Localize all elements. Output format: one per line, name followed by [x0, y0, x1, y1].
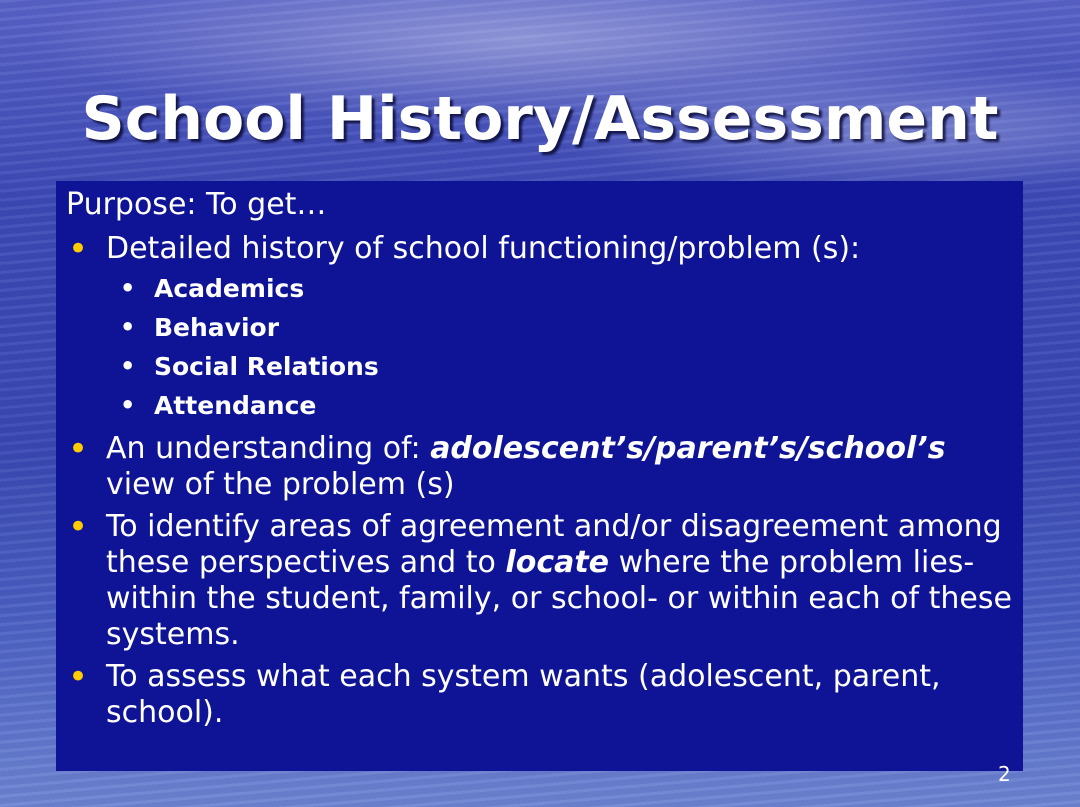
bullet-item-history — [66, 231, 1023, 425]
sub-bullet-text: Attendance — [154, 391, 317, 420]
sub-bullet-text: Academics — [154, 274, 305, 303]
sub-bullet-item — [106, 386, 1023, 425]
sub-bullet-text: Social Relations — [154, 352, 379, 381]
bullet-list — [66, 231, 1023, 731]
sub-bullet-item — [106, 269, 1023, 308]
bullet-text-pre: An understanding of: — [106, 431, 431, 466]
bullet-text-emphasis: adolescent’s/parent’s/school’s — [430, 431, 946, 466]
bullet-text-pre: To identify areas of agreement and/or disagreement among these perspectives and to — [106, 509, 1002, 580]
bullet-text: To assess what each system wants (adolescent, parent, school). — [106, 659, 941, 730]
content-box — [56, 181, 1023, 771]
sub-bullet-dot-icon: • — [120, 313, 136, 341]
bullet-dot-icon: • — [68, 657, 89, 697]
bullet-text-emphasis: locate — [505, 545, 610, 580]
slide-title: School History/Assessment — [81, 84, 999, 154]
sub-bullet-dot-icon: • — [120, 352, 136, 380]
bullet-item-assess — [66, 659, 1023, 731]
bullet-item-identify — [66, 509, 1023, 653]
page-number: 2 — [998, 762, 1011, 786]
bullet-text-post: view of the problem (s) — [106, 467, 455, 502]
bullet-dot-icon: • — [68, 229, 89, 269]
sub-bullet-list — [106, 269, 1023, 425]
sub-bullet-dot-icon: • — [120, 391, 136, 419]
bullet-dot-icon: • — [68, 507, 89, 547]
bullet-text-post: where the problem lies- within the student, family, or school- or within each of these systems. — [106, 545, 1012, 652]
bullet-dot-icon: • — [68, 429, 89, 469]
sub-bullet-item — [106, 347, 1023, 386]
bullet-item-understanding — [66, 431, 1023, 503]
sub-bullet-dot-icon: • — [120, 274, 136, 302]
sub-bullet-text: Behavior — [154, 313, 280, 342]
sub-bullet-item — [106, 308, 1023, 347]
purpose-text: Purpose: To get… — [66, 187, 327, 222]
bullet-text: Detailed history of school functioning/problem (s): — [106, 231, 861, 266]
